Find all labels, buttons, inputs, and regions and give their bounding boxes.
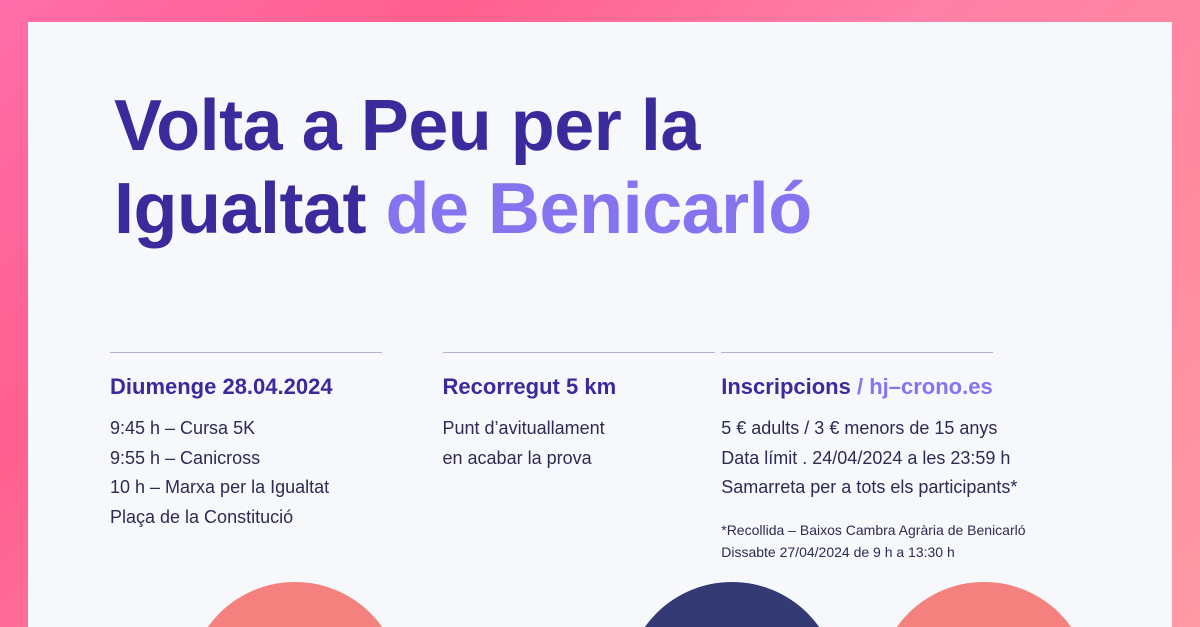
column-heading-registration <box>721 374 1132 400</box>
registration-shirt: Samarreta per a tots els participants* <box>721 477 1018 498</box>
schedule-line: 10 h – Marxa per la Igualtat <box>110 477 330 498</box>
column-heading-route: Recorregut 5 km <box>442 374 617 399</box>
title-line-1: Volta a Peu per la <box>114 86 700 166</box>
title-space <box>366 169 386 249</box>
poster-title <box>114 86 1132 250</box>
decorative-circle-salmon-right <box>877 582 1091 627</box>
title-line-2-dark: Igualtat <box>114 169 367 250</box>
registration-deadline: Data límit . 24/04/2024 a les 23:59 h <box>721 447 1011 468</box>
title-line-2-light: de Benicarló <box>385 169 812 250</box>
registration-price: 5 € adults / 3 € menors de 15 anys <box>721 418 998 438</box>
schedule-line: 9:45 h – Cursa 5K <box>110 418 256 438</box>
route-line: Punt d’avituallament <box>442 418 605 438</box>
schedule-location: Plaça de la Constitució <box>110 507 294 528</box>
registration-website-link[interactable]: hj–crono.es <box>869 374 993 399</box>
column-heading-date: Diumenge 28.04.2024 <box>110 374 333 399</box>
decorative-circle-navy <box>625 582 839 627</box>
registration-separator: / <box>856 374 864 399</box>
schedule-line: 9:55 h – Canicross <box>110 447 261 468</box>
info-columns <box>110 352 1132 564</box>
title-line-2 <box>114 169 1132 250</box>
registration-label: Inscripcions <box>721 374 851 399</box>
info-column-route <box>443 352 722 564</box>
decorative-circle-salmon-left <box>188 582 402 627</box>
info-column-date <box>110 352 443 564</box>
registration-footnote: Dissabte 27/04/2024 de 9 h a 13:30 h <box>721 544 955 561</box>
info-column-registration <box>721 352 1132 564</box>
registration-footnote: *Recollida – Baixos Cambra Agrària de Benicarló <box>721 522 1026 539</box>
route-line: en acabar la prova <box>442 447 592 468</box>
poster-card <box>28 22 1172 627</box>
